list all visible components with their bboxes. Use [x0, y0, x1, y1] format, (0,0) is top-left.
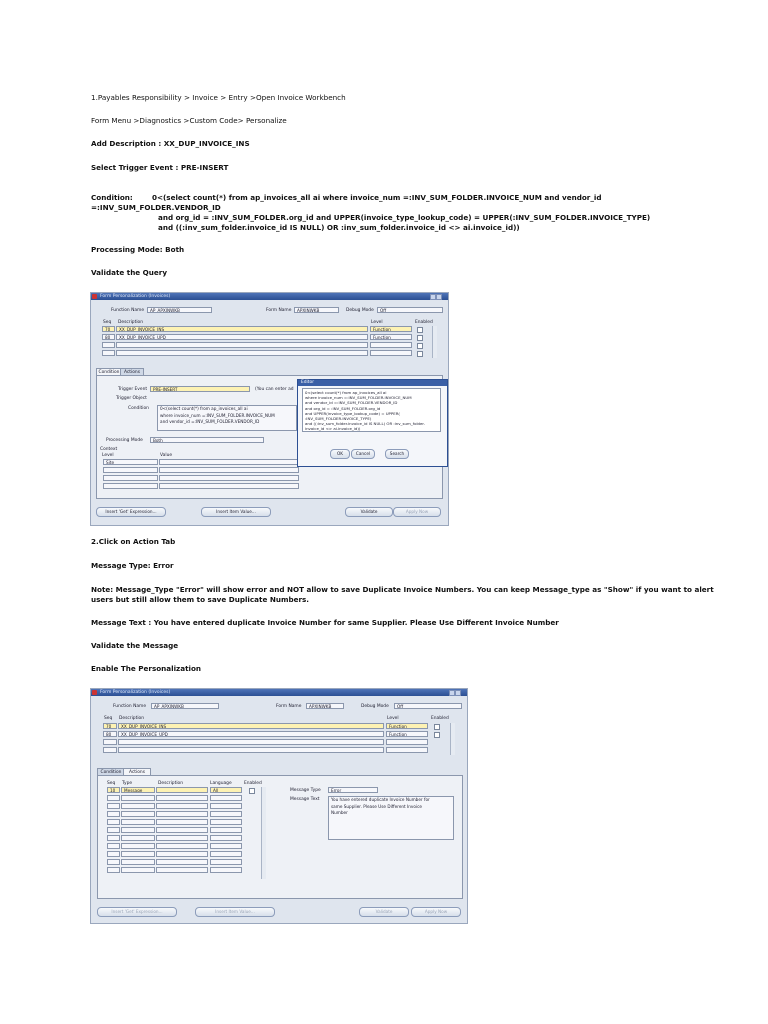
- function-name-label: Function Name: [113, 704, 147, 709]
- enabled-header: Enabled: [431, 716, 449, 721]
- rule-enabled-checkbox[interactable]: [417, 351, 423, 357]
- condition-field-label: Condition: [128, 406, 149, 411]
- empty-cell[interactable]: [107, 827, 120, 833]
- context-level-header: Level: [102, 453, 114, 458]
- rule-enabled-checkbox[interactable]: [417, 335, 423, 341]
- seq-header: Seq: [104, 716, 113, 721]
- empty-cell[interactable]: [210, 811, 242, 817]
- maximize-icon[interactable]: [436, 294, 442, 300]
- empty-cell[interactable]: [156, 859, 208, 865]
- maximize-icon[interactable]: [455, 690, 461, 696]
- enable-personalization-text: Enable The Personalization: [91, 664, 202, 673]
- rule-enabled-checkbox[interactable]: [417, 343, 423, 349]
- empty-cell[interactable]: [210, 851, 242, 857]
- rule-seq-cell[interactable]: 70: [103, 723, 117, 729]
- empty-cell[interactable]: [210, 827, 242, 833]
- apply-now-button[interactable]: Apply Now: [393, 507, 441, 517]
- rule-desc-cell[interactable]: XX_DUP_INVOICE_INS: [118, 723, 384, 729]
- empty-cell[interactable]: [370, 350, 412, 356]
- validate-button[interactable]: Validate: [359, 907, 409, 917]
- rules-scrollbar[interactable]: [450, 723, 455, 755]
- empty-cell[interactable]: [121, 859, 155, 865]
- empty-cell[interactable]: [210, 867, 242, 873]
- editor-dialog: [297, 379, 448, 467]
- rule-seq-cell[interactable]: 80: [102, 334, 115, 340]
- message-type-label: Message Type: [290, 788, 321, 793]
- rule-seq-cell[interactable]: 80: [103, 731, 117, 737]
- processing-mode-label: Processing Mode: [106, 438, 143, 443]
- insert-get-expression-button[interactable]: Insert 'Get' Expression...: [96, 507, 166, 517]
- note-line-2: users but still allow them to save Duplicate Numbers.: [91, 595, 310, 604]
- tab-condition[interactable]: Condition: [96, 368, 122, 376]
- action-enabled-checkbox[interactable]: [249, 788, 255, 794]
- actions-scrollbar[interactable]: [261, 787, 266, 879]
- empty-cell[interactable]: [103, 739, 117, 745]
- empty-cell[interactable]: [156, 867, 208, 873]
- action-language-header: Language: [210, 781, 232, 786]
- form-menu-text: Form Menu >Diagnostics >Custom Code> Personalize: [91, 116, 287, 125]
- tab-condition[interactable]: Condition: [97, 768, 125, 776]
- empty-cell[interactable]: [386, 739, 428, 745]
- empty-cell[interactable]: [121, 811, 155, 817]
- validate-button[interactable]: Validate: [345, 507, 393, 517]
- ok-button[interactable]: OK: [330, 449, 350, 459]
- seq-header: Seq: [103, 320, 112, 325]
- rule-enabled-checkbox[interactable]: [434, 724, 440, 730]
- function-name-label: Function Name: [111, 308, 145, 313]
- function-name-field[interactable]: AP_APXINWKB: [151, 703, 219, 709]
- empty-cell[interactable]: [121, 851, 155, 857]
- rule-enabled-checkbox[interactable]: [434, 732, 440, 738]
- rules-scrollbar[interactable]: [432, 326, 437, 358]
- action-language-cell[interactable]: All: [210, 787, 242, 793]
- empty-cell[interactable]: [103, 475, 158, 481]
- context-value-cell[interactable]: [159, 459, 299, 465]
- editor-textarea[interactable]: 0<(select count(*) from ap_invoices_all ai where invoice_num =:INV_SUM_FOLDER.INVOICE_NUM and vendor_id =:INV_SUM_FOLDER.VENDOR_ID and org_id = :INV_SUM_FOLDER.org_id and UPPER(invoice_type_lookup_code) = UPPER( :INV_SUM_FOLDER.INVOICE_TYPE) and ((:inv_sum_folder.invoice_id IS NULL) OR :inv_sum_folder. invoice_id <> ai.invoice_id)): [302, 388, 441, 432]
- empty-cell[interactable]: [159, 475, 299, 481]
- empty-cell[interactable]: [121, 795, 155, 801]
- condition-label: Condition:: [91, 193, 133, 202]
- context-value-header: Value: [160, 453, 173, 458]
- empty-cell[interactable]: [102, 342, 115, 348]
- empty-cell[interactable]: [121, 867, 155, 873]
- empty-cell[interactable]: [370, 342, 412, 348]
- empty-cell[interactable]: [121, 835, 155, 841]
- oracle-window-icon: [92, 690, 97, 695]
- empty-cell[interactable]: [386, 747, 428, 753]
- empty-cell[interactable]: [118, 739, 384, 745]
- tab-actions[interactable]: Actions: [120, 368, 144, 376]
- search-button[interactable]: Search: [385, 449, 409, 459]
- empty-cell[interactable]: [159, 483, 299, 489]
- insert-get-expression-button[interactable]: Insert 'Get' Expression...: [97, 907, 177, 917]
- form-name-label: Form Name: [266, 308, 292, 313]
- empty-cell[interactable]: [116, 342, 368, 348]
- rule-seq-cell[interactable]: 70: [102, 326, 115, 332]
- empty-cell[interactable]: [210, 843, 242, 849]
- trigger-object-label: Trigger Object: [116, 396, 147, 401]
- empty-cell[interactable]: [210, 803, 242, 809]
- form-name-field[interactable]: APXINWKB: [294, 307, 339, 313]
- form-name-label: Form Name: [276, 704, 302, 709]
- description-header: Description: [118, 320, 144, 325]
- trigger-hint: (You can enter ad: [255, 387, 294, 392]
- empty-cell[interactable]: [156, 803, 208, 809]
- empty-cell[interactable]: [107, 843, 120, 849]
- empty-cell[interactable]: [156, 795, 208, 801]
- insert-item-value-button[interactable]: Insert Item Value...: [201, 507, 271, 517]
- message-text-area[interactable]: You have entered duplicate Invoice Number for same Supplier. Please Use Different Invoice Number: [328, 796, 454, 840]
- screenshot-condition-tab: [90, 292, 449, 526]
- debug-mode-label: Debug Mode: [346, 308, 374, 313]
- context-label: Context: [100, 447, 118, 452]
- insert-item-value-button[interactable]: Insert Item Value...: [195, 907, 275, 917]
- rule-desc-cell[interactable]: XX_DUP_INVOICE_INS: [116, 326, 368, 332]
- empty-cell[interactable]: [107, 811, 120, 817]
- screenshot-actions-tab: [90, 688, 468, 924]
- action-description-header: Description: [158, 781, 184, 786]
- empty-cell[interactable]: [107, 851, 120, 857]
- validate-query-text: Validate the Query: [91, 268, 168, 277]
- empty-cell[interactable]: [210, 819, 242, 825]
- action-type-cell[interactable]: Message: [121, 787, 155, 793]
- trigger-event-label: Trigger Event: [118, 387, 148, 392]
- empty-cell[interactable]: [121, 843, 155, 849]
- window-title-bar: [91, 689, 467, 696]
- empty-cell[interactable]: [210, 835, 242, 841]
- message-type-select[interactable]: Error: [328, 787, 378, 793]
- empty-cell[interactable]: [156, 835, 208, 841]
- validate-message-text: Validate the Message: [91, 641, 179, 650]
- debug-mode-select[interactable]: Off: [377, 307, 443, 313]
- empty-cell[interactable]: [159, 467, 299, 473]
- rule-level-cell[interactable]: Function: [370, 334, 412, 340]
- message-text-text: Message Text : You have entered duplicate Invoice Number for same Supplier. Please Use Different Invoice Number: [91, 618, 559, 627]
- oracle-window-icon: [92, 294, 97, 299]
- rule-enabled-checkbox[interactable]: [417, 327, 423, 333]
- empty-cell[interactable]: [107, 835, 120, 841]
- empty-cell[interactable]: [121, 819, 155, 825]
- empty-cell[interactable]: [116, 350, 368, 356]
- empty-cell[interactable]: [210, 859, 242, 865]
- cancel-button[interactable]: Cancel: [351, 449, 375, 459]
- empty-cell[interactable]: [107, 859, 120, 865]
- level-header: Level: [371, 320, 383, 325]
- action-seq-cell[interactable]: 10: [107, 787, 120, 793]
- rule-level-cell[interactable]: Function: [386, 731, 428, 737]
- empty-cell[interactable]: [156, 827, 208, 833]
- enabled-header: Enabled: [415, 320, 433, 325]
- processing-mode-select[interactable]: Both: [150, 437, 264, 443]
- step2-text: 2.Click on Action Tab: [91, 537, 176, 546]
- action-enabled-header: Enabled: [244, 781, 262, 786]
- description-header: Description: [119, 716, 145, 721]
- action-description-cell[interactable]: [156, 787, 208, 793]
- empty-cell[interactable]: [156, 851, 208, 857]
- debug-mode-select[interactable]: Off: [394, 703, 462, 709]
- rule-desc-cell[interactable]: XX_DUP_INVOICE_UPD: [118, 731, 384, 737]
- actions-panel: [97, 775, 463, 899]
- condition-textarea[interactable]: 0<(select count(*) from ap_invoices_all ai where invoice_num =:INV_SUM_FOLDER.INVOICE_NUM and vendor_id =:INV_SUM_FOLDER.VENDOR_ID: [157, 405, 297, 431]
- empty-cell[interactable]: [103, 747, 117, 753]
- rule-level-cell[interactable]: Function: [386, 723, 428, 729]
- empty-cell[interactable]: [103, 483, 158, 489]
- message-type-text: Message Type: Error: [91, 561, 174, 570]
- empty-cell[interactable]: [107, 803, 120, 809]
- level-header: Level: [387, 716, 399, 721]
- processing-mode-text: Processing Mode: Both: [91, 245, 185, 254]
- empty-cell[interactable]: [156, 843, 208, 849]
- condition-line-3: and org_id = :INV_SUM_FOLDER.org_id and UPPER(invoice_type_lookup_code) = UPPER(:INV_SUM_FOLDER.INVOICE_TYPE): [158, 213, 651, 222]
- window-title: Form Personalization (Invoices): [100, 690, 171, 695]
- rule-level-cell[interactable]: Function: [370, 326, 412, 332]
- empty-cell[interactable]: [156, 811, 208, 817]
- debug-mode-label: Debug Mode: [361, 704, 389, 709]
- condition-line-2: =:INV_SUM_FOLDER.VENDOR_ID: [91, 203, 221, 212]
- condition-line-4: and ((:inv_sum_folder.invoice_id IS NULL) OR :inv_sum_folder.invoice_id <> ai.invoice_id)): [158, 223, 520, 232]
- empty-cell[interactable]: [121, 803, 155, 809]
- empty-cell[interactable]: [107, 795, 120, 801]
- empty-cell[interactable]: [210, 795, 242, 801]
- rule-desc-cell[interactable]: XX_DUP_INVOICE_UPD: [116, 334, 368, 340]
- empty-cell[interactable]: [121, 827, 155, 833]
- trigger-event-text: Select Trigger Event : PRE-INSERT: [91, 163, 229, 172]
- message-text-label: Message Text: [290, 797, 320, 802]
- empty-cell[interactable]: [118, 747, 384, 753]
- window-title: Form Personalization (Invoices): [100, 294, 171, 299]
- action-type-header: Type: [122, 781, 133, 786]
- note-line-1: Note: Message_Type "Error" will show error and NOT allow to save Duplicate Invoice Numbers. You can keep Message_type as "Show" if you want to alert: [91, 585, 714, 594]
- empty-cell[interactable]: [103, 467, 158, 473]
- window-title-bar: [91, 293, 448, 300]
- form-name-field[interactable]: APXINWKB: [306, 703, 344, 709]
- step1-text: 1.Payables Responsibility > Invoice > Entry >Open Invoice Workbench: [91, 93, 346, 102]
- empty-cell[interactable]: [156, 819, 208, 825]
- empty-cell[interactable]: [107, 867, 120, 873]
- add-description-text: Add Description : XX_DUP_INVOICE_INS: [91, 139, 250, 148]
- context-level-cell[interactable]: Site: [103, 459, 158, 465]
- editor-title: Editor: [298, 380, 447, 386]
- condition-line-1: 0<(select count(*) from ap_invoices_all ai where invoice_num =:INV_SUM_FOLDER.INVOICE_NUM and vendor_id: [152, 193, 602, 202]
- action-seq-header: Seq: [107, 781, 116, 786]
- tab-actions[interactable]: Actions: [123, 768, 151, 776]
- empty-cell[interactable]: [102, 350, 115, 356]
- trigger-event-select[interactable]: PRE-INSERT: [150, 386, 250, 392]
- apply-now-button[interactable]: Apply Now: [411, 907, 461, 917]
- function-name-field[interactable]: AP_APXINWKB: [147, 307, 212, 313]
- empty-cell[interactable]: [107, 819, 120, 825]
